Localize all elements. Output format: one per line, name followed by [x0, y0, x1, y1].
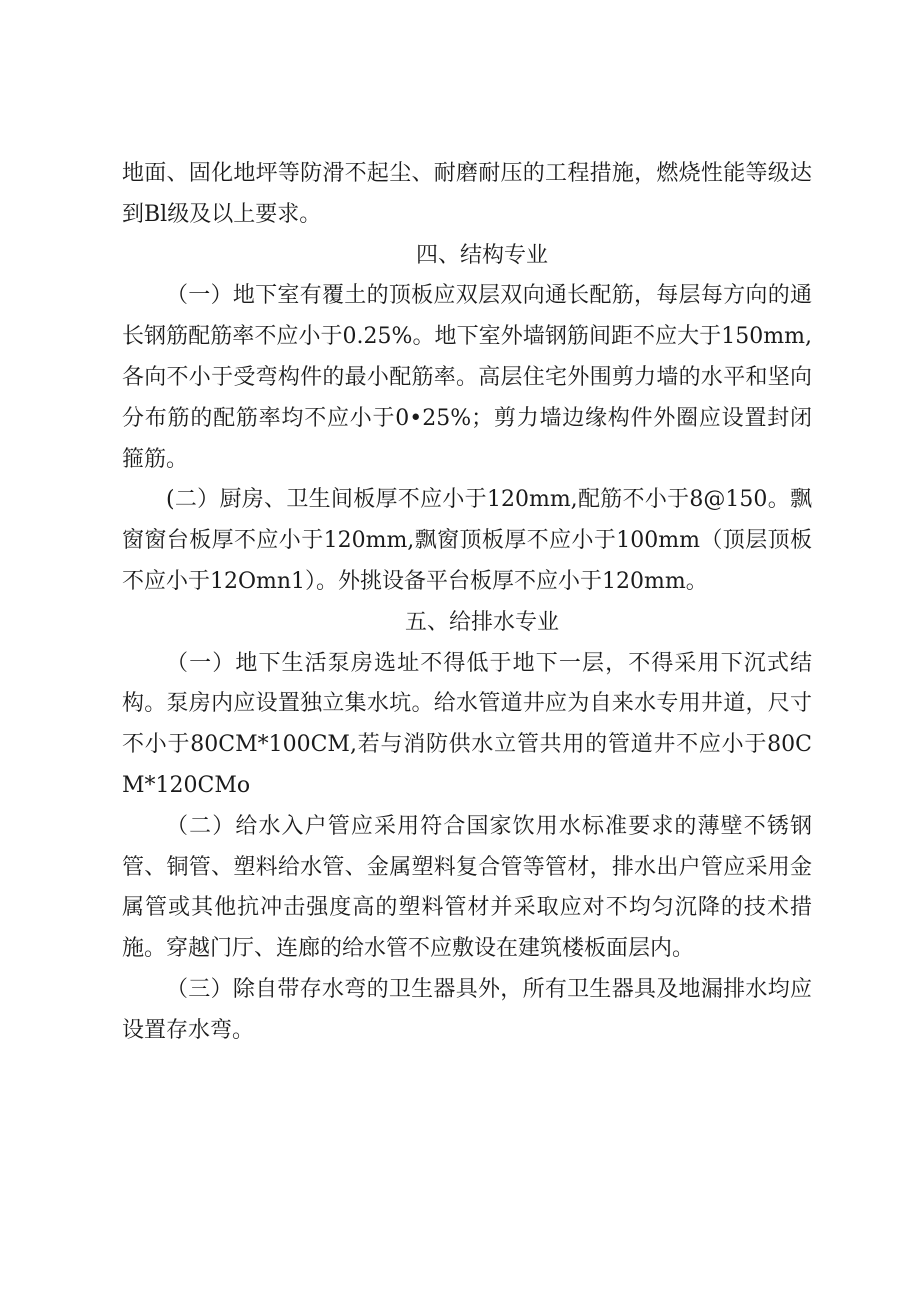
- document-body: [122, 154, 812, 1052]
- section-heading-structure: 四、结构专业: [415, 242, 548, 268]
- section-heading-water-supply-drainage: 五、给排水专业: [404, 609, 559, 635]
- paragraph-water-1: （一）地下生活泵房选址不得低于地下一层，不得采用下沉式结构。泵房内应设置独立集水坑。给水管道井应为自来水专用井道，尺寸不小于80CM*100CM,若与消防供水立管共用的管道井不应小于80CM*120CMo: [122, 650, 812, 798]
- paragraph-water-2: （二）给水入户管应采用符合国家饮用水标准要求的薄壁不锈钢管、铜管、塑料给水管、金属塑料复合管等管材，排水出户管应采用金属管或其他抗冲击强度高的塑料管材并采取应对不均匀沉降的技术措施。穿越门厅、连廊的给水管不应敷设在建筑楼板面层内。: [122, 813, 812, 962]
- paragraph-structure-1: （一）地下室有覆土的顶板应双层双向通长配筋，每层每方向的通长钢筋配筋率不应小于0.25%。地下室外墙钢筋间距不应大于150mm,各向不小于受弯构件的最小配筋率。高层住宅外围剪力墙的水平和坚向分布筋的配筋率均不应小于0•25%；剪力墙边缘构件外圈应设置封闭箍筋。: [122, 283, 812, 472]
- paragraph-water-3: （三）除自带存水弯的卫生器具外，所有卫生器具及地漏排水均应设置存水弯。: [122, 976, 812, 1043]
- paragraph-structure-2: (二）厨房、卫生间板厚不应小于120mm,配筋不小于8@150。飘窗窗台板厚不应小于120mm,飘窗顶板厚不应小于100mm（顶层顶板不应小于12Omn1）。外挑设备平台板厚不应小于120mm。: [122, 487, 812, 594]
- paragraph-flooring-continuation: 地面、固化地坪等防滑不起尘、耐磨耐压的工程措施，燃烧性能等级达到Bl级及以上要求。: [122, 161, 812, 227]
